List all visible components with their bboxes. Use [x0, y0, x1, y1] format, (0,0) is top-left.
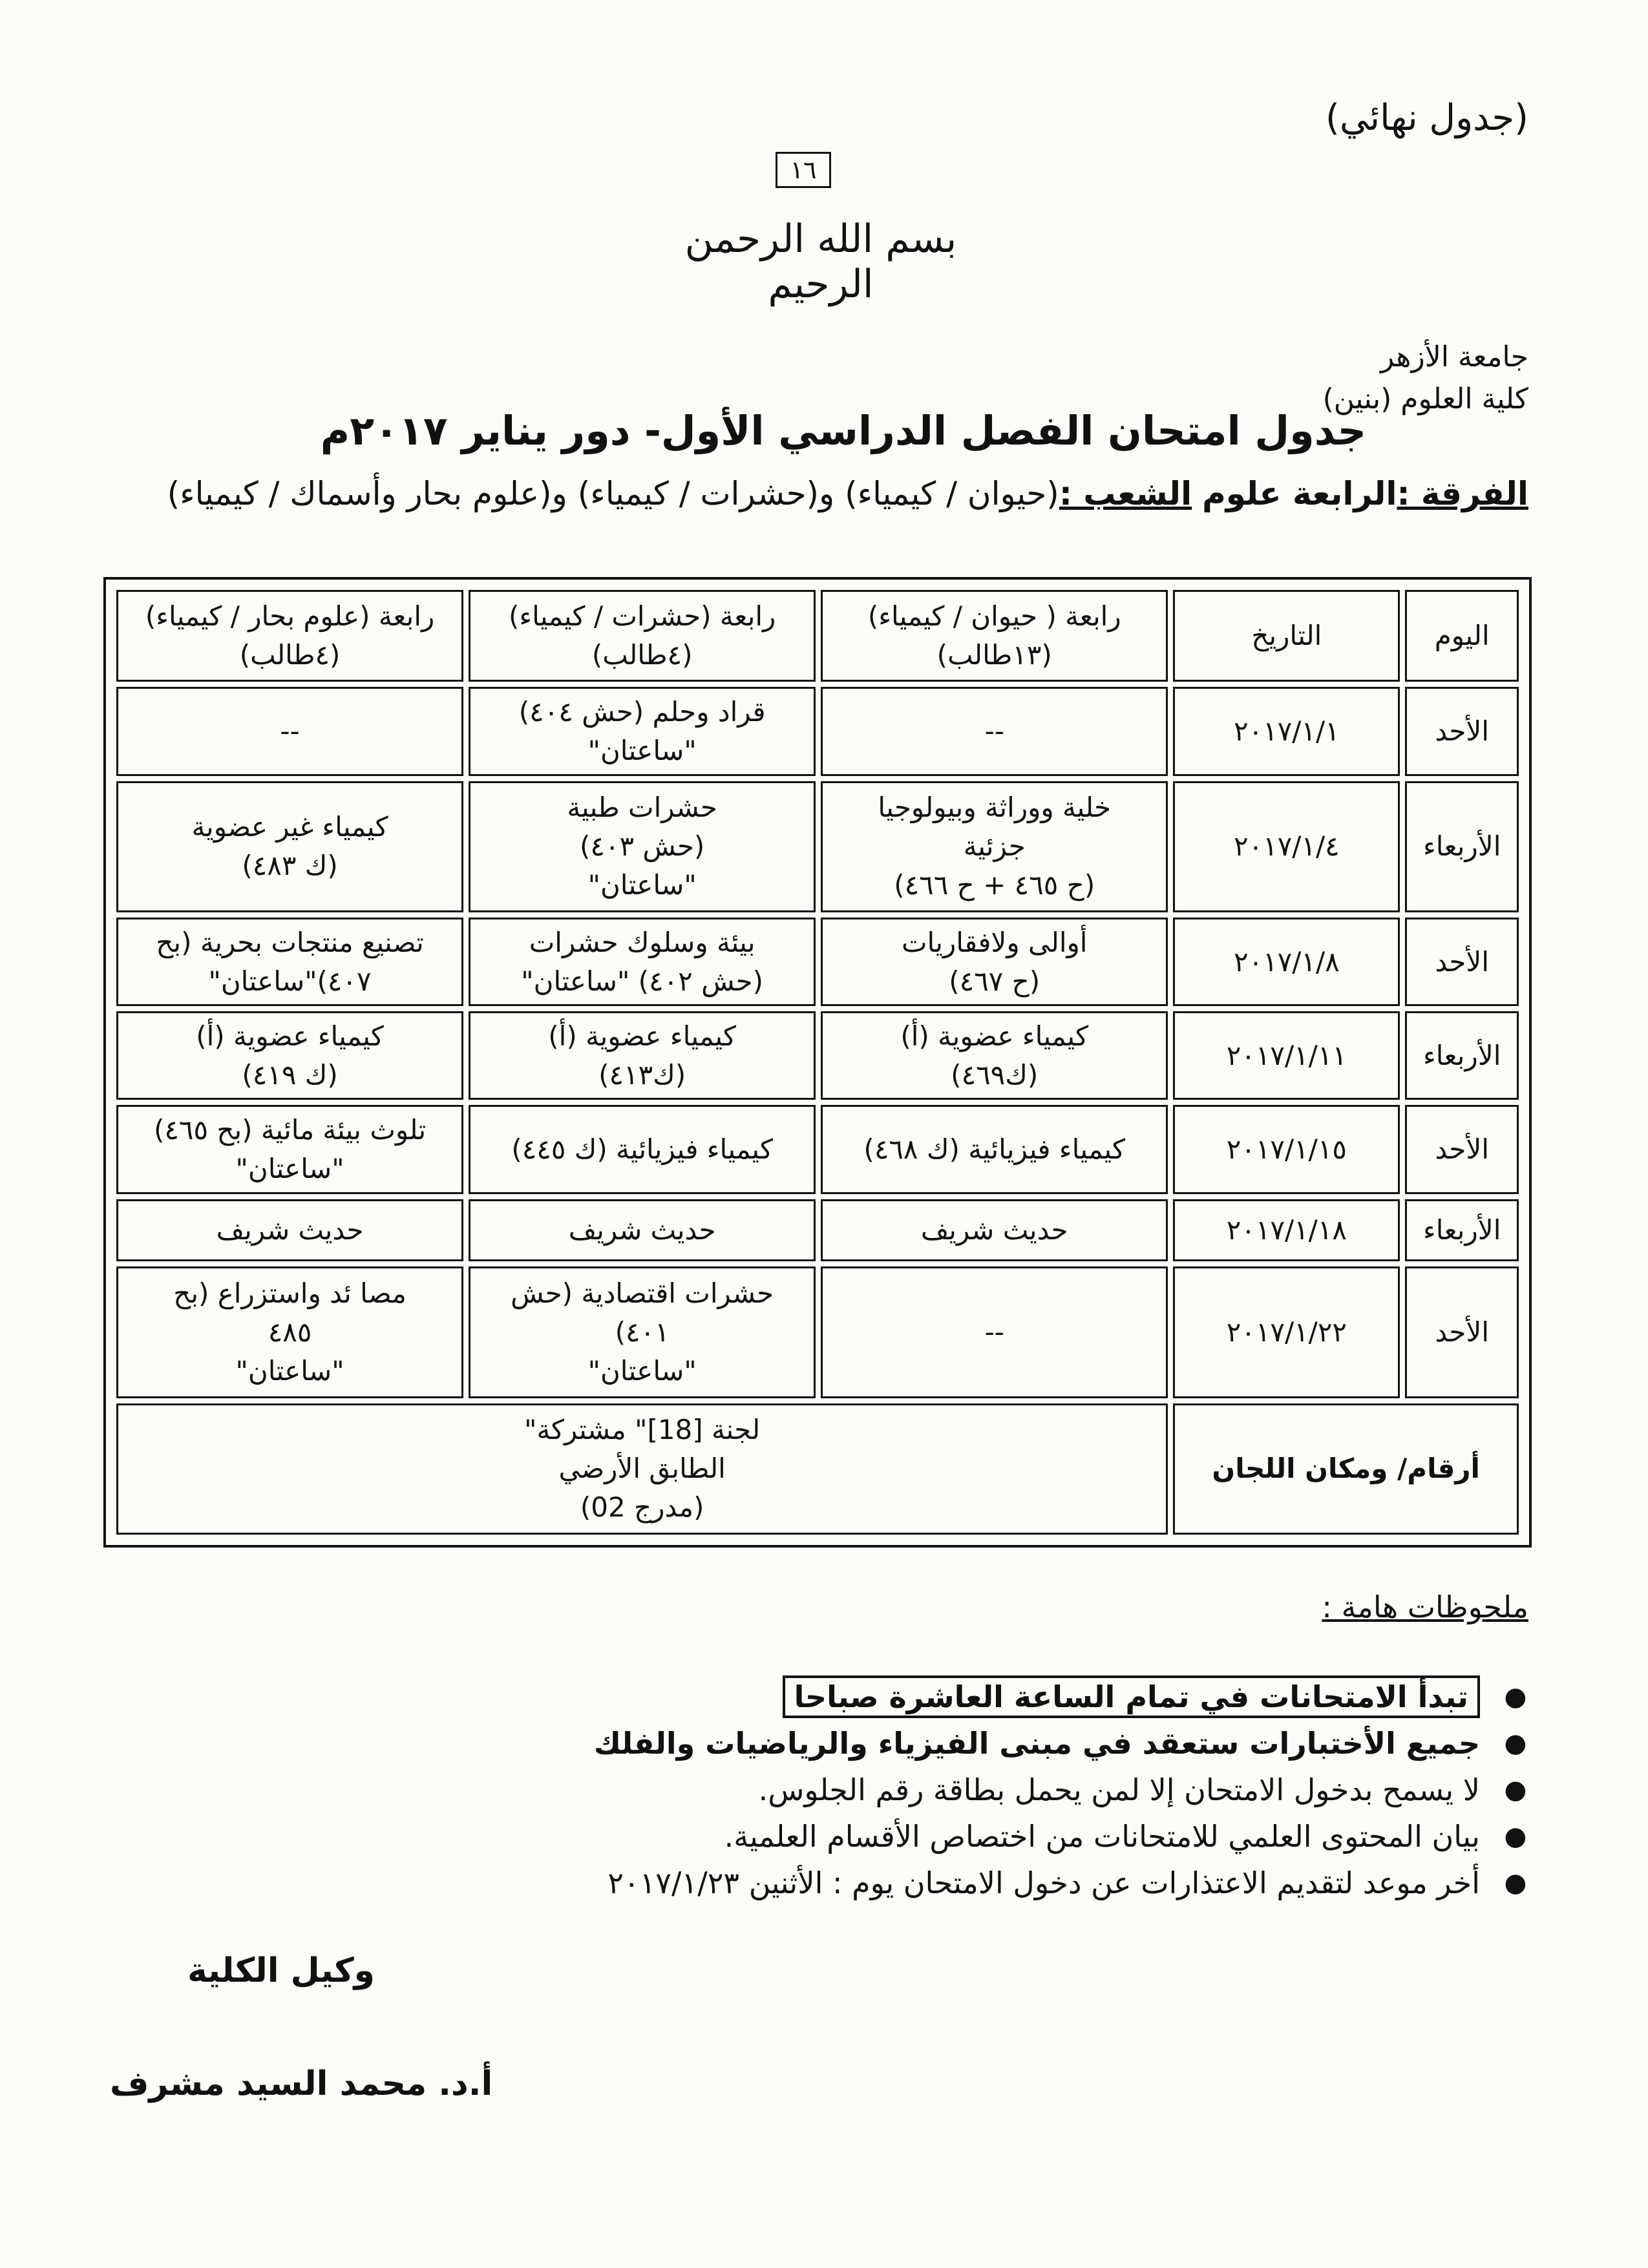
zoology-exam-cell: --: [821, 1266, 1168, 1398]
header-marine-chemistry: رابعة (علوم بحار / كيمياء) (٤طالب): [116, 590, 463, 682]
table-row: [116, 1199, 1519, 1262]
zoology-exam-cell: كيمياء عضوية (أ) (ك٤٦٩): [821, 1011, 1168, 1100]
day-cell: الأحد: [1405, 918, 1519, 1006]
branches-label: الشعب :: [1059, 475, 1192, 512]
committee-label: أرقام/ ومكان اللجان: [1173, 1403, 1519, 1535]
marine-exam-cell: مصا ئد واستزراع (بح ٤٨٥ "ساعتان": [116, 1266, 463, 1398]
entomology-exam-cell: قراد وحلم (حش ٤٠٤) "ساعتان": [469, 687, 816, 775]
table-row: [116, 1266, 1519, 1398]
day-cell: الأربعاء: [1405, 1011, 1519, 1100]
marine-exam-cell: --: [116, 687, 463, 775]
date-cell: ٢٠١٧/١/٢٢: [1173, 1266, 1400, 1398]
level-line: [167, 475, 1528, 512]
note-text: أخر موعد لتقديم الاعتذارات عن دخول الامتحان يوم : الأثنين ٢٠١٧/١/٢٣: [607, 1865, 1480, 1900]
note-text: بيان المحتوى العلمي للامتحانات من اختصاص الأقسام العلمية.: [724, 1819, 1480, 1854]
entomology-exam-cell: بيئة وسلوك حشرات (حش ٤٠٢) "ساعتان": [469, 918, 816, 1006]
day-cell: الأحد: [1405, 1105, 1519, 1193]
zoology-exam-cell: حديث شريف: [821, 1199, 1168, 1262]
entomology-exam-cell: حشرات اقتصادية (حش ٤٠١) "ساعتان": [469, 1266, 816, 1398]
entomology-exam-cell: كيمياء عضوية (أ) (ك٤١٣): [469, 1011, 816, 1100]
day-cell: الأحد: [1405, 1266, 1519, 1398]
date-cell: ٢٠١٧/١/١٥: [1173, 1105, 1400, 1193]
note-text: تبدأ الامتحانات في تمام الساعة العاشرة صباحا: [783, 1675, 1480, 1718]
schedule-table: [111, 585, 1524, 1540]
notes-heading: ملحوظات هامة :: [1322, 1590, 1528, 1624]
committee-location: لجنة [18]" مشتركة" الطابق الأرضي (مدرج 02): [116, 1403, 1168, 1535]
table-row: [116, 918, 1519, 1006]
list-item: [107, 1813, 1528, 1860]
note-text: جميع الأختبارات ستعقد في مبنى الفيزياء والرياضيات والفلك: [593, 1726, 1480, 1761]
header-zoology-chemistry: رابعة ( حيوان / كيمياء) (١٣طالب): [821, 590, 1168, 682]
bullet-icon: ●: [1504, 1775, 1527, 1805]
marine-exam-cell: حديث شريف: [116, 1199, 463, 1262]
zoology-exam-cell: --: [821, 687, 1168, 775]
level-value: الرابعة علوم: [1202, 475, 1397, 512]
branches-value: (حيوان / كيمياء) و(حشرات / كيمياء) و(علوم بحار وأسماك / كيمياء): [167, 475, 1059, 512]
list-item: [107, 1674, 1528, 1720]
page-title: جدول امتحان الفصل الدراسي الأول- دور يناير ٢٠١٧م: [320, 407, 1367, 454]
list-item: [107, 1767, 1528, 1813]
date-cell: ٢٠١٧/١/١١: [1173, 1011, 1400, 1100]
marine-exam-cell: كيمياء غير عضوية (ك ٤٨٣): [116, 781, 463, 912]
day-cell: الأحد: [1405, 687, 1519, 775]
zoology-exam-cell: أوالى ولافقاريات (ح ٤٦٧): [821, 918, 1168, 1006]
university-name: جامعة الأزهر: [1380, 341, 1528, 373]
zoology-exam-cell: كيمياء فيزيائية (ك ٤٦٨): [821, 1105, 1168, 1193]
committee-row: [116, 1403, 1519, 1535]
bullet-icon: ●: [1504, 1822, 1527, 1851]
entomology-exam-cell: حشرات طبية (حش ٤٠٣) "ساعتان": [469, 781, 816, 912]
date-cell: ٢٠١٧/١/١: [1173, 687, 1400, 775]
table-row: [116, 1105, 1519, 1193]
zoology-exam-cell: خلية ووراثة وبيولوجيا جزئية (ح ٤٦٥ + ح ٤٦٦): [821, 781, 1168, 912]
table-row: [116, 687, 1519, 775]
final-schedule-label: (جدول نهائي): [1326, 97, 1528, 139]
level-label: الفرقة :: [1397, 475, 1528, 512]
marine-exam-cell: كيمياء عضوية (أ) (ك ٤١٩): [116, 1011, 463, 1100]
marine-exam-cell: تلوث بيئة مائية (بح ٤٦٥) "ساعتان": [116, 1105, 463, 1193]
date-cell: ٢٠١٧/١/٤: [1173, 781, 1400, 912]
header-date: التاريخ: [1173, 590, 1400, 682]
list-item: [107, 1720, 1528, 1767]
table-row: [116, 781, 1519, 912]
marine-exam-cell: تصنيع منتجات بحرية (بح ٤٠٧)"ساعتان": [116, 918, 463, 1006]
page-number: ١٦: [776, 152, 831, 188]
list-item: [107, 1860, 1528, 1906]
header-day: اليوم: [1405, 590, 1519, 682]
date-cell: ٢٠١٧/١/٨: [1173, 918, 1400, 1006]
table-header-row: [116, 590, 1519, 682]
date-cell: ٢٠١٧/١/١٨: [1173, 1199, 1400, 1262]
bullet-icon: ●: [1504, 1868, 1527, 1898]
signature-title: وكيل الكلية: [187, 1951, 375, 1990]
entomology-exam-cell: حديث شريف: [469, 1199, 816, 1262]
day-cell: الأربعاء: [1405, 781, 1519, 912]
faculty-name: كلية العلوم (بنين): [1322, 383, 1528, 415]
header-entomology-chemistry: رابعة (حشرات / كيمياء) (٤طالب): [469, 590, 816, 682]
signature-name: أ.د. محمد السيد مشرف: [110, 2064, 493, 2103]
schedule-table-frame: [103, 577, 1532, 1548]
day-cell: الأربعاء: [1405, 1199, 1519, 1262]
entomology-exam-cell: كيمياء فيزيائية (ك ٤٤٥): [469, 1105, 816, 1193]
notes-list: [107, 1674, 1528, 1906]
bullet-icon: ●: [1504, 1682, 1527, 1712]
basmala-calligraphy: بسم الله الرحمن الرحيم: [684, 216, 957, 307]
note-text: لا يسمح بدخول الامتحان إلا لمن يحمل بطاقة رقم الجلوس.: [758, 1772, 1480, 1807]
bullet-icon: ●: [1504, 1728, 1527, 1758]
table-row: [116, 1011, 1519, 1100]
